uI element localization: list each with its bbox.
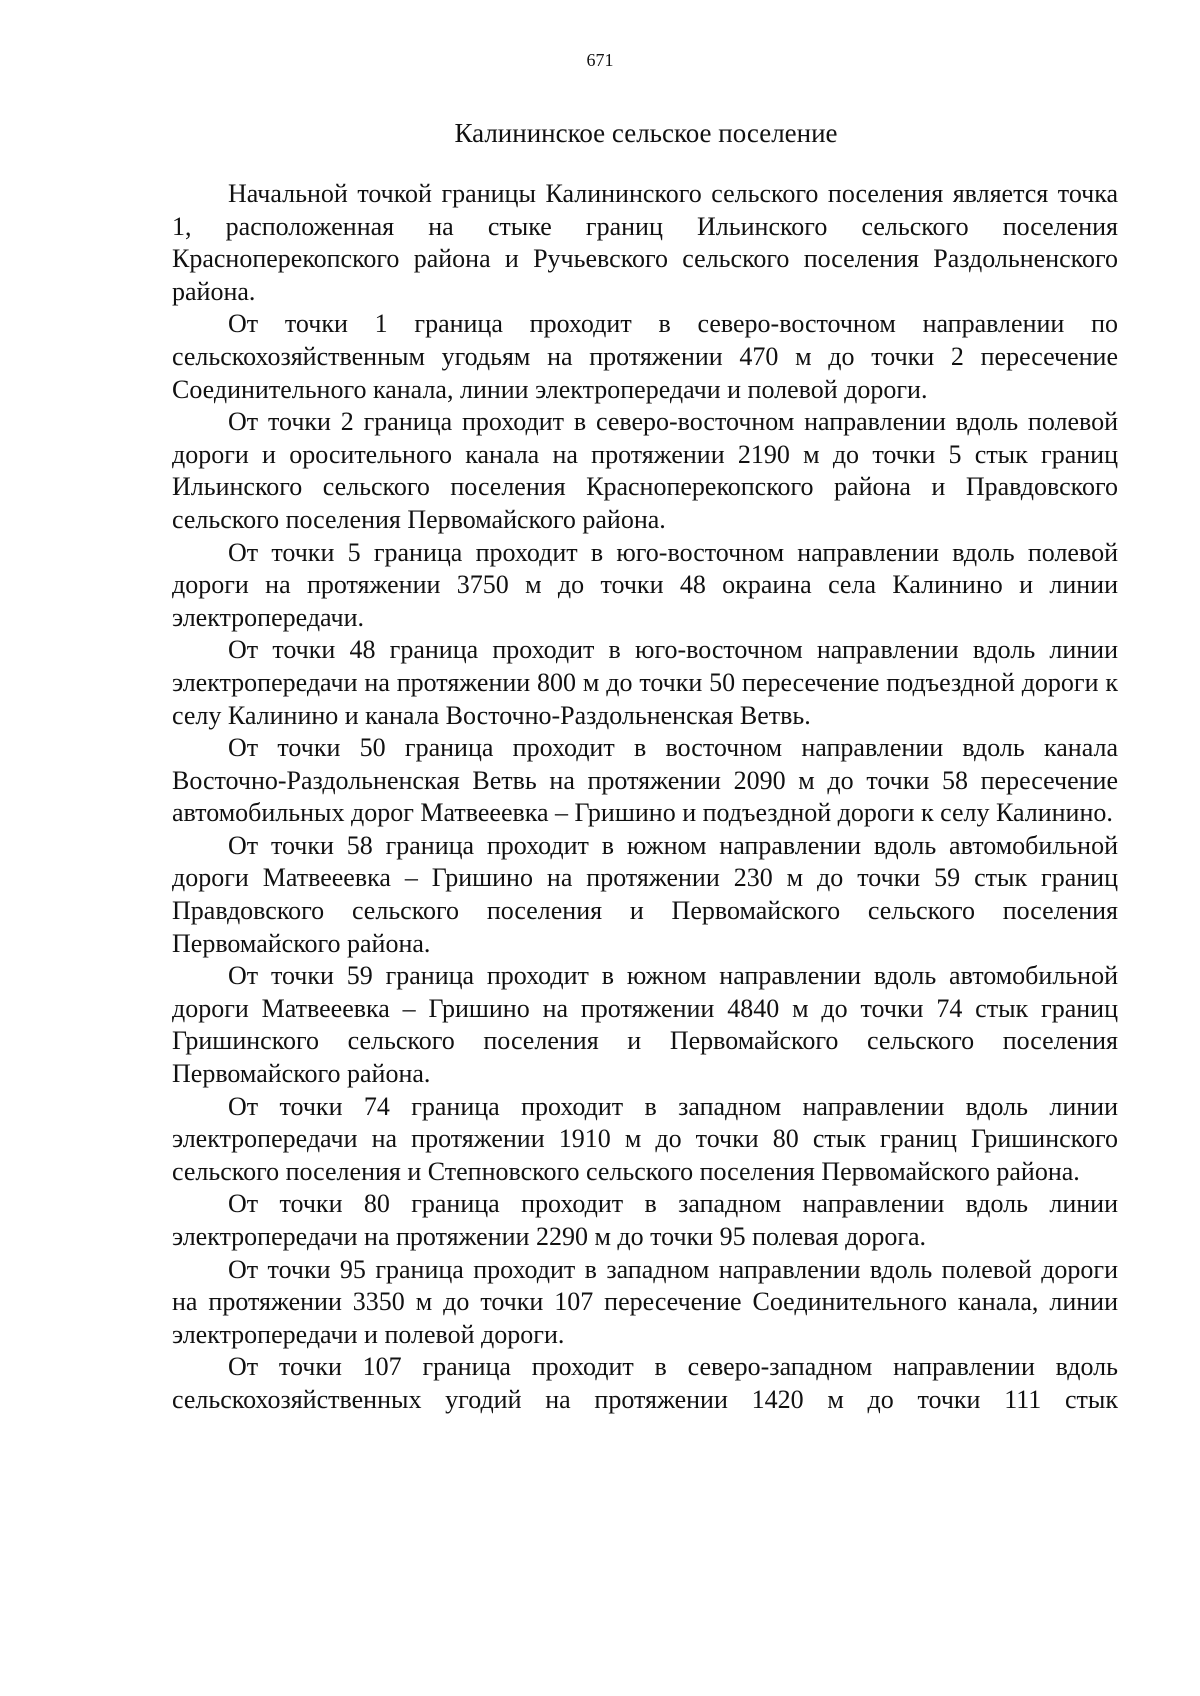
paragraph: От точки 80 граница проходит в западном направлении вдоль линии электропередачи на протяжении 2290 м до точки 95 полевая дорога.: [172, 1189, 1118, 1251]
paragraph: От точки 59 граница проходит в южном направлении вдоль автомобильной дороги Матвееевка – Гришино на протяжении 4840 м до точки 74 стык границ Гришинского сельского поселения и Первомайского сельского поселения Первомайского района.: [172, 961, 1118, 1089]
paragraph: От точки 5 граница проходит в юго-восточном направлении вдоль полевой дороги на протяжении 3750 м до точки 48 окраина села Калинино и линии электропередачи.: [172, 537, 1118, 632]
paragraph: От точки 95 граница проходит в западном направлении вдоль полевой дороги на протяжении 3350 м до точки 107 пересечение Соединительного канала, линии электропередачи и полевой дороги.: [172, 1254, 1118, 1349]
paragraph: От точки 50 граница проходит в восточном направлении вдоль канала Восточно-Раздольненская Ветвь на протяжении 2090 м до точки 58 пересечение автомобильных дорог Матвееевка – Гришино и подъездной дороги к селу Калинино.: [172, 733, 1118, 828]
paragraph: От точки 48 граница проходит в юго-восточном направлении вдоль линии электропередачи на протяжении 800 м до точки 50 пересечение подъездной дороги к селу Калинино и канала Восточно-Раздольненская Ветвь.: [172, 635, 1118, 730]
page-number: 671: [586, 50, 614, 70]
body-text: [172, 178, 1118, 1417]
paragraph: От точки 2 граница проходит в северо-восточном направлении вдоль полевой дороги и оросительного канала на протяжении 2190 м до точки 5 стык границ Ильинского сельского поселения Красноперекопского района и Правдовского сельского поселения Первомайского района.: [172, 407, 1118, 534]
paragraph: От точки 107 граница проходит в северо-западном направлении вдоль сельскохозяйственных угодий на протяжении 1420 м до точки 111 стык: [172, 1352, 1118, 1414]
paragraph: От точки 74 граница проходит в западном направлении вдоль линии электропередачи на протяжении 1910 м до точки 80 стык границ Гришинского сельского поселения и Степновского сельского поселения Первомайского района.: [172, 1091, 1118, 1186]
paragraph: Начальной точкой границы Калининского сельского поселения является точка 1, расположенная на стыке границ Ильинского сельского поселения Красноперекопского района и Ручьевского сельского поселения Раздольненского района.: [172, 179, 1118, 306]
paragraph: От точки 58 граница проходит в южном направлении вдоль автомобильной дороги Матвееевка – Гришино на протяжении 230 м до точки 59 стык границ Правдовского сельского поселения и Первомайского сельского поселения Первомайского района.: [172, 830, 1118, 958]
paragraph: От точки 1 граница проходит в северо-восточном направлении по сельскохозяйственным угодьям на протяжении 470 м до точки 2 пересечение Соединительного канала, линии электропередачи и полевой дороги.: [172, 309, 1118, 404]
section-title: Калининское сельское поселение: [454, 118, 838, 148]
